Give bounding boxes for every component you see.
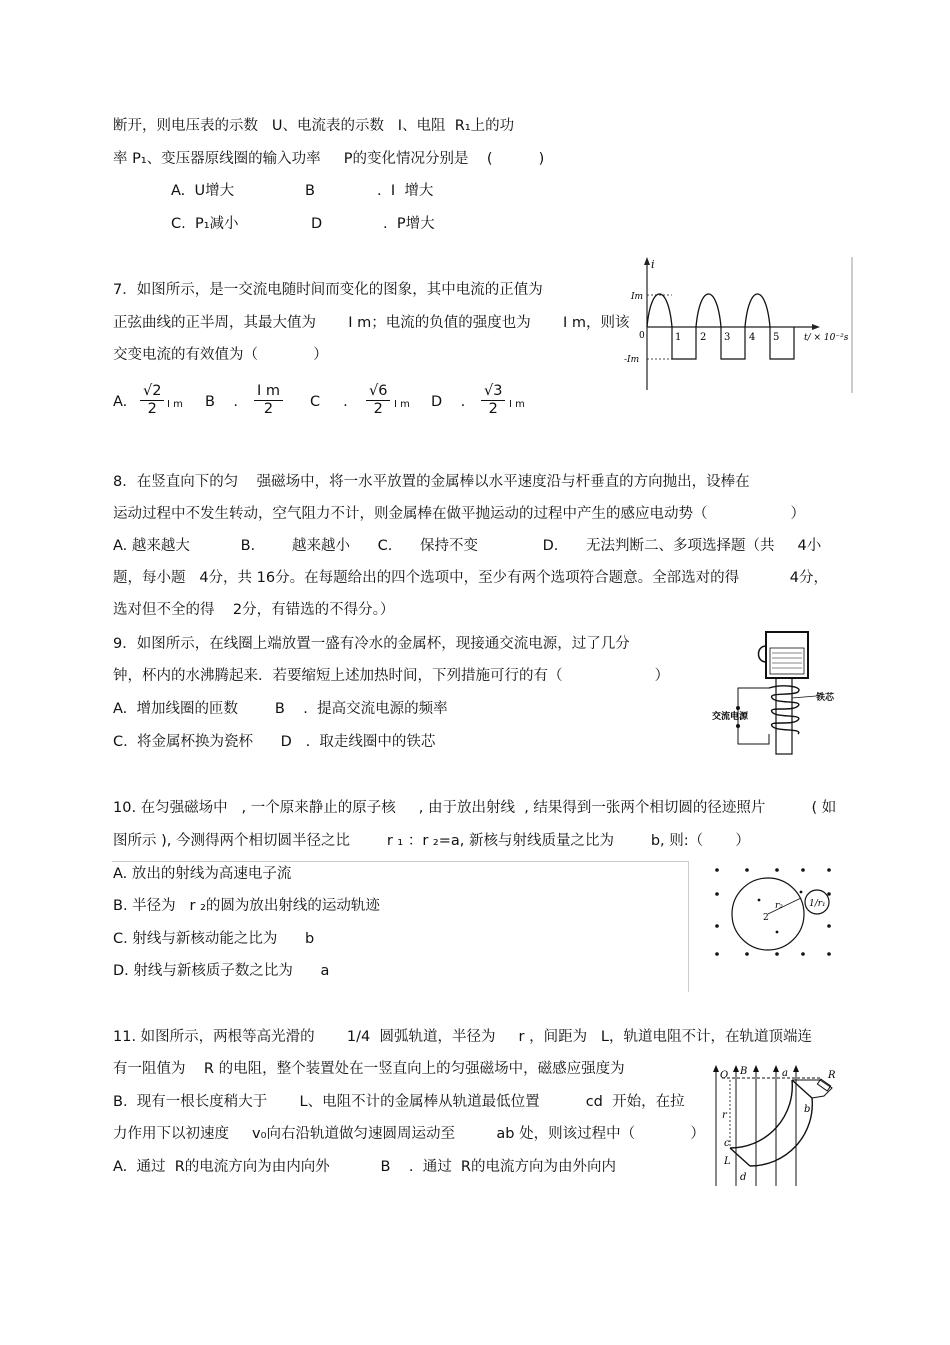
q7-option-c-numerator: √6: [366, 383, 390, 401]
q7-option-d-label: D .: [431, 394, 466, 410]
q7-graph-t-label: t/ × 10⁻²s: [804, 333, 849, 343]
q7-option-c-tail: I m: [394, 399, 410, 410]
q7-graph-i-label: i: [651, 258, 655, 271]
q11-fig-a: a: [782, 1068, 788, 1079]
q9-line-3: A. 增加线圈的匝数 B . 提高交流电源的频率: [113, 701, 448, 717]
q11-line-1: 11. 如图所示，两根等高光滑的 1/4 圆弧轨道，半径为 r ，间距为 L，轨道电阻不计，在轨道顶端连: [113, 1029, 813, 1045]
q6-option-b: . I 增大: [377, 183, 434, 199]
q11-rails-figure: [700, 1062, 850, 1190]
q6-option-c: C. P₁减小: [171, 216, 239, 232]
q7-graph-origin: 0: [639, 331, 645, 341]
q7-option-c-fraction: [366, 383, 390, 418]
q7-option-a-fraction: [140, 383, 164, 418]
q7-option-b-numerator: I m: [254, 383, 283, 401]
q11-fig-B: B: [740, 1066, 748, 1077]
q7-option-b-fraction: [254, 383, 283, 418]
q7-line-3: 交变电流的有效值为（ ）: [113, 347, 328, 363]
q6-option-a: A. U增大: [171, 183, 235, 199]
q7-option-c-label: C .: [310, 394, 348, 410]
q7-graph-tick-4: 4: [749, 332, 756, 343]
q7-current-graph: [620, 255, 860, 395]
q11-fig-d: d: [740, 1172, 747, 1183]
q9-fig-core-label: 铁芯: [816, 693, 835, 703]
q7-option-b-denominator: 2: [263, 401, 274, 417]
q6-option-d-label: D: [311, 216, 323, 232]
q10-fig-r2-label: r₂: [775, 901, 783, 911]
q9-line-2: 钟，杯内的水沸腾起来．若要缩短上述加热时间，下列措施可行的有（ ）: [113, 668, 670, 684]
q9-fig-source-label: 交流电源: [712, 712, 749, 722]
q7-graph-neg-im-label: -Im: [624, 355, 640, 365]
q8-line-1: 8．在竖直向下的匀 强磁场中，将一水平放置的金属棒以水平速度沿与杆垂直的方向抛出，设棒在: [113, 474, 750, 490]
q7-option-d-fraction: [481, 383, 505, 418]
q11-fig-L: L: [724, 1156, 731, 1167]
q7-option-a-denominator: 2: [147, 401, 157, 417]
q10-line-2: 图所示 ), 今测得两个相切圆半径之比 r ₁ ：r ₂=a, 新核与射线质量之比为 b, 则:（ ）: [113, 833, 750, 849]
q7-option-a-label: A.: [113, 394, 128, 410]
q7-graph-tick-1: 1: [675, 332, 682, 343]
q11-line-2: 有一阻值为 R 的电阻，整个装置处在一竖直向上的匀强磁场中，磁感应强度为: [113, 1061, 625, 1077]
q7-graph-im-label: Im: [631, 292, 644, 302]
q9-line-1: 9．如图所示，在线圈上端放置一盛有冷水的金属杯，现接通交流电源，过了几分: [113, 636, 630, 652]
q9-coil-figure: [712, 628, 847, 758]
q7-graph-tick-3: 3: [724, 332, 731, 343]
q7-line-1: 7．如图所示，是一交流电随时间而变化的图象，其中电流的正值为: [113, 282, 543, 298]
q7-option-a-numerator: √2: [140, 383, 164, 401]
q10-option-b: B. 半径为 r ₂的圆为放出射线的运动轨迹: [113, 898, 380, 914]
q7-graph-tick-2: 2: [700, 332, 707, 343]
q10-fig-2-label: 2: [763, 913, 769, 923]
q11-fig-r: r: [722, 1110, 727, 1121]
q11-line-5: A. 通过 R的电流方向为由内向外 B . 通过 R的电流方向为由外向内: [113, 1159, 616, 1175]
q6-option-d: . P增大: [383, 216, 435, 232]
q10-tangent-circles-figure: [705, 862, 845, 962]
q7-option-c-denominator: 2: [373, 401, 383, 417]
q7-option-d-denominator: 2: [488, 401, 498, 417]
q7-graph-tick-5: 5: [773, 332, 780, 343]
q7-option-d-numerator: √3: [481, 383, 505, 401]
q8-line-2: 运动过程中不发生转动，空气阻力不计，则金属棒在做平抛运动的过程中产生的感应电动势（ ）: [113, 506, 805, 522]
q10-option-c: C. 射线与新核动能之比为 b: [113, 931, 315, 947]
q10-fig-r1-label: 1/r₁: [809, 899, 826, 909]
q11-fig-c: c: [724, 1138, 730, 1149]
q11-line-3: B. 现有一根长度稍大于 L、电阻不计的金属棒从轨道最低位置 cd 开始，在拉: [113, 1094, 685, 1110]
q6-option-b-label: B: [305, 183, 315, 199]
q10-option-d: D. 射线与新核质子数之比为 a: [113, 963, 330, 979]
q9-line-4: C. 将金属杯换为瓷杯 D . 取走线圈中的铁芯: [113, 734, 436, 750]
q11-line-4: 力作用下以初速度 v₀向右沿轨道做匀速圆周运动至 ab 处，则该过程中（ ）: [113, 1126, 705, 1142]
q11-fig-b: b: [804, 1104, 811, 1115]
q10-line-1: 10. 在匀强磁场中 , 一个原来静止的原子核 , 由于放出射线 , 结果得到一张两个相切圆的径迹照片 ( 如: [113, 800, 837, 816]
q11-fig-O: O: [720, 1070, 729, 1081]
q7-option-b-label: B .: [205, 394, 238, 410]
q8-line-3: A. 越来越大 B. 越来越小 C. 保持不变 D. 无法判断二、多项选择题（共 4小: [113, 538, 822, 554]
q7-line-2: 正弦曲线的正半周，其最大值为 I m；电流的负值的强度也为 I m，则该: [113, 315, 630, 331]
q6-line-1: 断开，则电压表的示数 U、电流表的示数 I、电阻 R₁上的功: [113, 118, 515, 134]
q11-fig-R: R: [828, 1070, 836, 1081]
q6-line-2: 率 P₁、变压器原线圈的输入功率 P的变化情况分别是 ( ): [113, 151, 545, 167]
q8-line-5: 选对但不全的得 2分，有错选的不得分。）: [113, 602, 395, 618]
q7-option-d-tail: I m: [509, 399, 525, 410]
q8-line-4: 题，每小题 4分，共 16分。在每题给出的四个选项中，至少有两个选项符合题意。全部选对的得 4分，: [113, 570, 829, 586]
q10-option-a: A. 放出的射线为高速电子流: [113, 866, 292, 882]
q7-option-a-tail: I m: [167, 399, 183, 410]
